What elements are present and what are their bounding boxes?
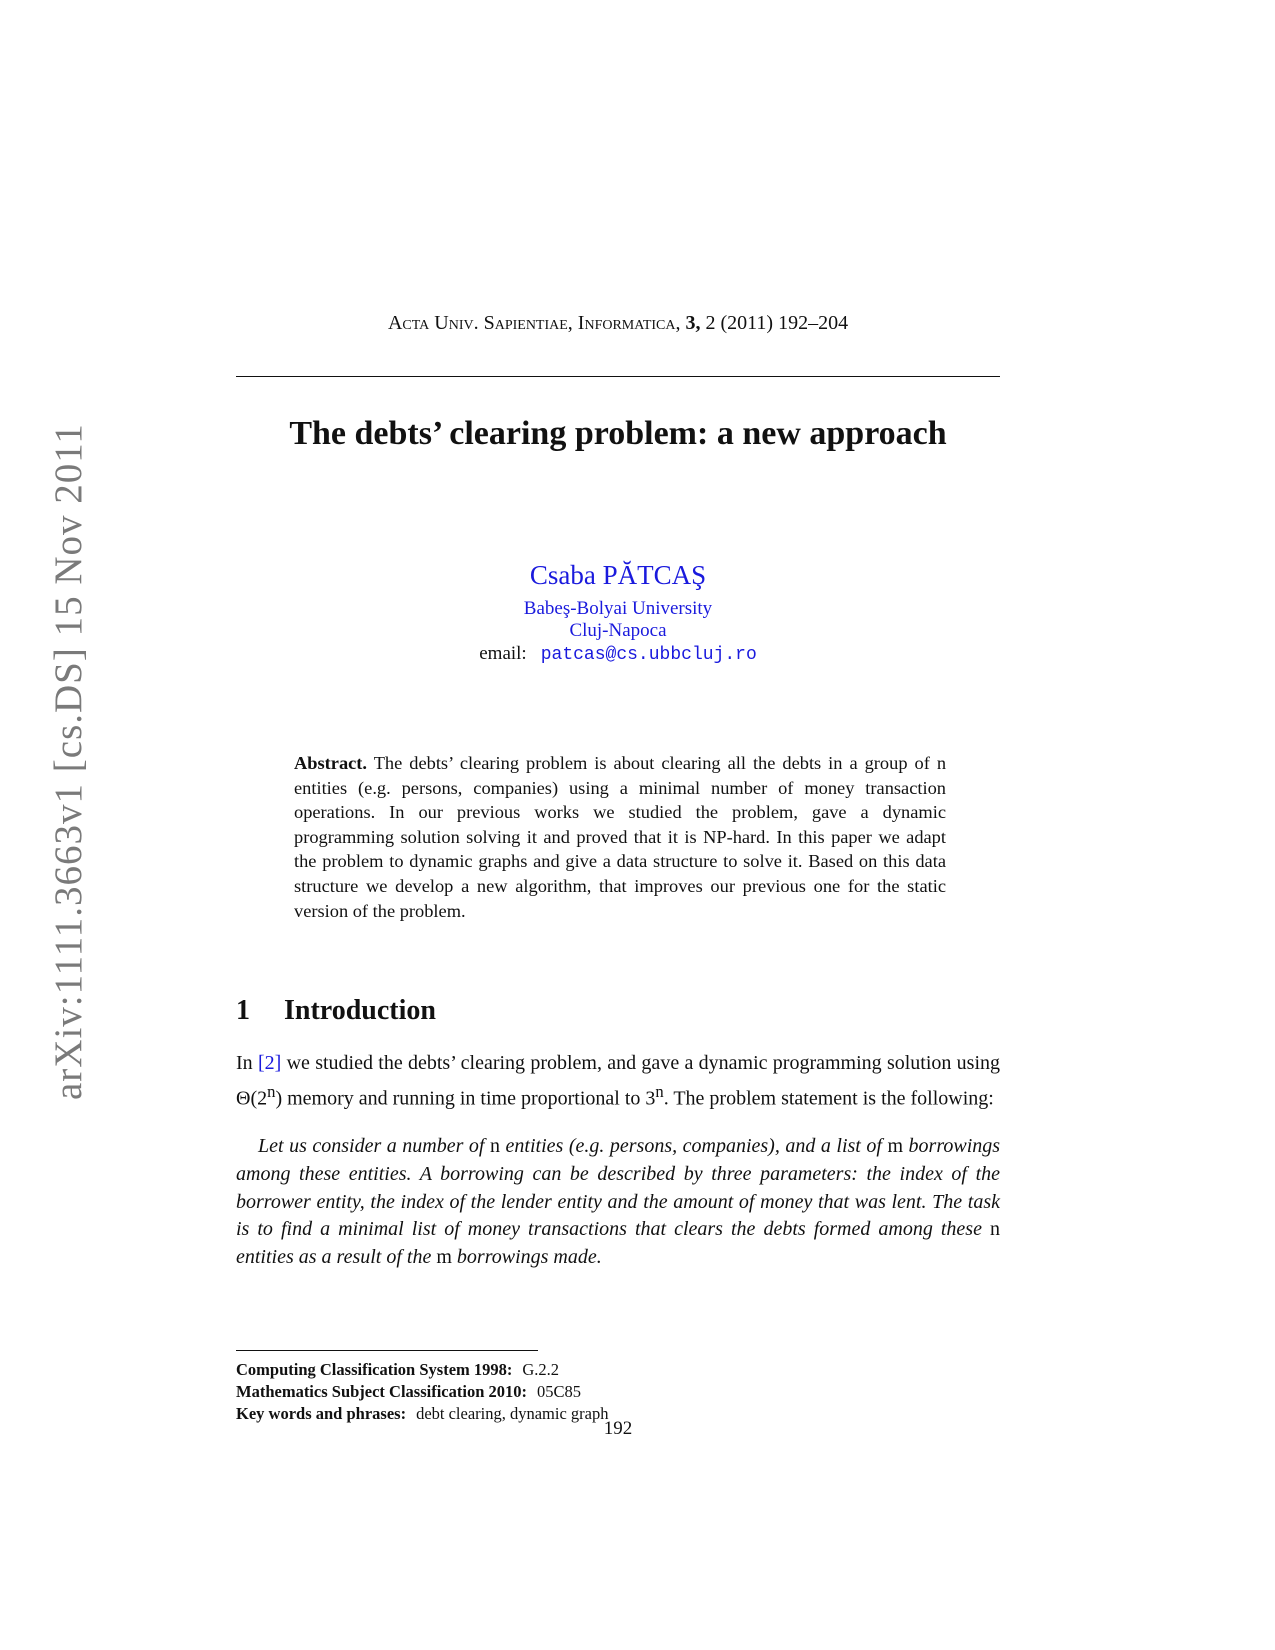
intro-text: we studied the debts’ clearing problem, and gave a dynamic programming solution using Θ(2 (236, 1052, 1001, 1110)
paper-title: The debts’ clearing problem: a new approach (289, 415, 947, 452)
math-n: n (990, 1218, 1000, 1241)
email-link[interactable]: patcas@cs.ubbcluj.ro (540, 645, 757, 665)
journal-volume: 3, (685, 312, 701, 334)
page-number: 192 (603, 1418, 633, 1439)
header-rule (236, 376, 1000, 377)
author-name[interactable]: Csaba PĂTCAŞ (529, 560, 707, 590)
journal-issue: 2 (2011) 192–204 (705, 312, 849, 334)
statement-text: borrowings among these entities. A borrowing can be described by three parameters: the index of the borrower entity, the index of the lender entity and the amount of money that was lent. The task is to find a minimal list of money transactions that clears the debts formed among these (236, 1135, 1001, 1241)
problem-statement (236, 1133, 1000, 1272)
exponent-n: n (267, 1081, 276, 1101)
footnote-rule (236, 1350, 538, 1351)
footnote-msc (236, 1381, 1000, 1403)
arxiv-stamp: arXiv:1111.3663v1 [cs.DS] 15 Nov 2011 (47, 423, 90, 1100)
intro-text: In (236, 1052, 253, 1074)
footnote-value: 05C85 (537, 1382, 582, 1401)
footnote-label: Key words and phrases: (236, 1404, 407, 1423)
abstract-text-2: entities (e.g. persons, companies) using a minimal number of money transaction operations. In our previous works we studied the problem, gave a dynamic programming solution solving it and proved that it is NP-hard. In this paper we adapt the problem to dynamic graphs and give a data structure to solve it. Based on this data structure we develop a new algorithm, that improves our previous one for the static version of the problem. (294, 777, 946, 921)
statement-text: Let us consider a number of (258, 1135, 485, 1157)
author-city[interactable]: Cluj-Napoca (569, 620, 667, 641)
intro-paragraph (236, 1050, 1000, 1113)
exponent-n: n (655, 1081, 664, 1101)
abstract-label: Abstract. (294, 753, 368, 773)
statement-text: entities (e.g. persons, companies), and a list of (505, 1135, 882, 1157)
footnote-ccs (236, 1359, 1000, 1381)
intro-text: ) memory and running in time proportional to 3 (275, 1087, 656, 1110)
footnote-label: Mathematics Subject Classification 2010: (236, 1382, 528, 1401)
email-label: email: (479, 643, 527, 664)
math-n: n (490, 1135, 501, 1157)
footnote-value: G.2.2 (522, 1360, 560, 1379)
abstract-text-1: The debts’ clearing problem is about clearing all the debts in a group of (373, 753, 930, 773)
section-title: Introduction (284, 995, 436, 1026)
statement-text: entities as a result of the (236, 1246, 432, 1269)
abstract (294, 751, 946, 923)
section-heading (236, 995, 436, 1027)
abstract-n: n (936, 753, 947, 773)
author-university[interactable]: Babeş-Bolyai University (523, 598, 713, 619)
citation-link[interactable]: [2] (257, 1052, 282, 1074)
journal-header (236, 312, 1000, 335)
email-row (236, 643, 1000, 665)
section-number: 1 (236, 995, 250, 1026)
math-m: m (887, 1135, 904, 1157)
footnote-label: Computing Classification System 1998: (236, 1360, 513, 1379)
footnote-value: debt clearing, dynamic graph (416, 1404, 609, 1423)
intro-text: . The problem statement is the following: (663, 1087, 994, 1110)
math-m: m (436, 1246, 452, 1269)
journal-name: Acta Univ. Sapientiae, Informatica, (387, 312, 681, 334)
statement-text: borrowings made. (456, 1246, 602, 1269)
